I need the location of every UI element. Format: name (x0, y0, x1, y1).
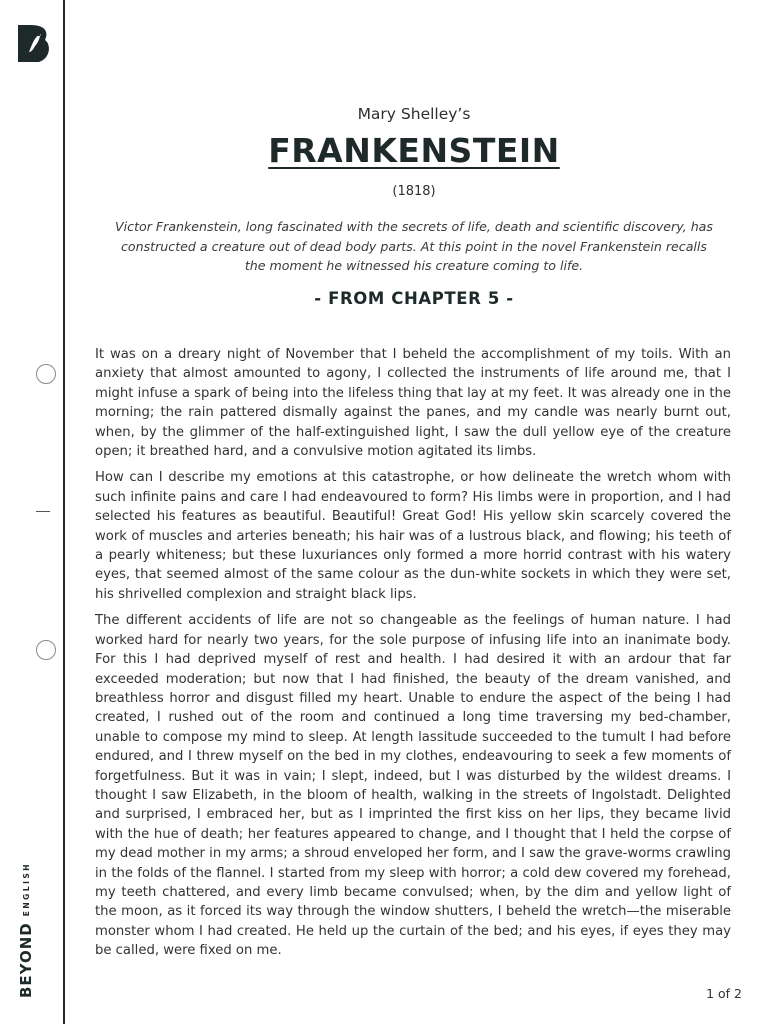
document-title (96, 131, 732, 170)
excerpt-paragraph-1: It was on a dreary night of November that I beheld the accomplishment of my toils. With an anxiety that almost amounted to agony, I collected the instruments of life around me, that I might infuse a spark of being into the lifeless thing that lay at my feet. It was already one in the morning; the rain pattered dismally against the panes, and my candle was nearly burnt out, when, by the glimmer of the half-extinguished light, I saw the dull yellow eye of the creature open; it breathed hard, and a convulsive motion agitated its limbs. (95, 347, 731, 460)
brand-sub-text: ENGLISH (21, 861, 31, 917)
intro-summary: Victor Frankenstein, long fascinated with the secrets of life, death and scientific discovery, has constructed a creature out of dead body parts. At this point in the novel Frankenstein recalls the moment he witnessed his creature coming to life. (115, 219, 713, 273)
bird-b-logo-icon (15, 22, 51, 64)
document-title-text: FRANKENSTEIN (268, 131, 560, 170)
punch-hole-top (36, 364, 56, 384)
excerpt-body (95, 345, 731, 968)
author-line: Mary Shelley’s (357, 105, 471, 123)
publication-year: (1818) (392, 184, 436, 199)
margin-line (63, 0, 65, 1024)
excerpt-paragraph-3: The different accidents of life are not so changeable as the feelings of human nature. I had worked hard for nearly two years, for the sole purpose of infusing life into an inanimate body. For this I had deprived myself of rest and health. I had desired it with an ardour that far exceeded moderation; but now that I had finished, the beauty of the dream vanished, and breathless horror and disgust filled my heart. Unable to endure the aspect of the being I had created, I rushed out of the room and continued a long time traversing my bed-chamber, unable to compose my mind to sleep. At length lassitude succeeded to the tumult I had before endured, and I threw myself on the bed in my clothes, endeavouring to seek a few moments of forgetfulness. But it was in vain; I slept, indeed, but I was disturbed by the wildest dreams. I thought I saw Elizabeth, in the bloom of health, walking in the streets of Ingolstadt. Delighted and surprised, I embraced her, but as I imprinted the first kiss on her lips, they became livid with the hue of death; her features appeared to change, and I thought that I held the corpse of my dead mother in my arms; a shroud enveloped her form, and I saw the grave-worms crawling in the folds of the flannel. I started from my sleep with horror; a cold dew covered my forehead, my teeth chattered, and every limb became convulsed; when, by the dim and yellow light of the moon, as it forced its way through the window shutters, I beheld the wretch—the miserable monster whom I had created. He held up the curtain of the bed; and his eyes, if eyes they may be called, were fixed on me. (95, 613, 731, 959)
chapter-heading: - FROM CHAPTER 5 - (314, 289, 514, 308)
brand-wordmark (11, 838, 41, 998)
punch-hole-bottom (36, 640, 56, 660)
excerpt-paragraph-2: How can I describe my emotions at this catastrophe, or how delineate the wretch whom with such infinite pains and care I had endeavoured to form? His limbs were in proportion, and I had selected his features as beautiful. Beautiful! Great God! His yellow skin scarcely covered the work of muscles and arteries beneath; his hair was of a lustrous black, and flowing; his teeth of a pearly whiteness; but these luxuriances only formed a more horrid contrast with his watery eyes, that seemed almost of the same colour as the dun-white sockets in which they were set, his shrivelled complexion and straight black lips. (95, 470, 731, 602)
brand-main-text: BEYOND (17, 922, 35, 998)
fold-mark (36, 511, 50, 512)
page-number: 1 of 2 (706, 986, 742, 1001)
